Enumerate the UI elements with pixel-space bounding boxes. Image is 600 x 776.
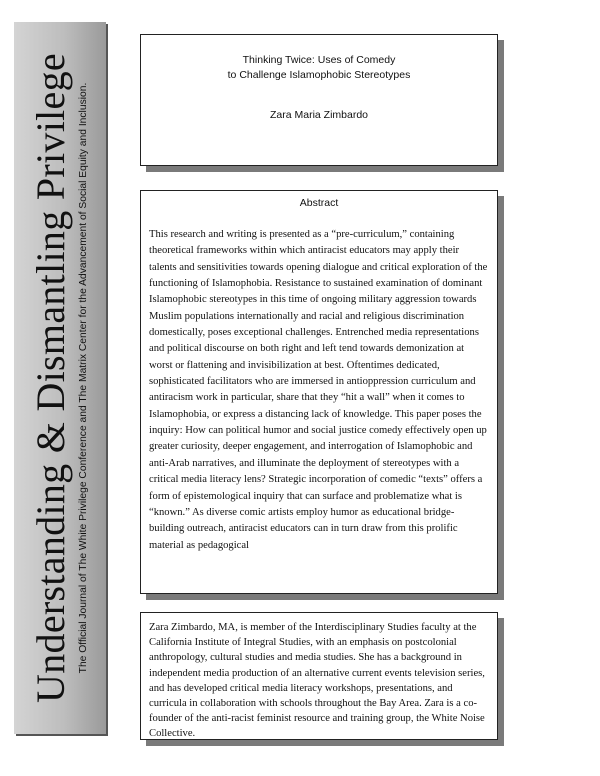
paper-title-line2: to Challenge Islamophobic Stereotypes bbox=[227, 69, 411, 81]
paper-title bbox=[141, 53, 497, 83]
paper-author: Zara Maria Zimbardo bbox=[269, 109, 369, 121]
title-box bbox=[140, 34, 498, 166]
journal-title: Understanding & Dismantling Privilege bbox=[28, 53, 73, 703]
abstract-box bbox=[140, 190, 498, 594]
abstract-heading: Abstract bbox=[299, 197, 339, 209]
author-bio-text: Zara Zimbardo, MA, is member of the Interdisciplinary Studies faculty at the California Institute of Integral Studies, with an emphasis on postcolonial anthropology, cultural studies and media studies. She has a background in independent media production of an alternative current events television series, and has developed critical media literacy workshops, presentations, and curricula in collaboration with schools throughout the Bay Area. Zara is a co-founder of the anti-racist feminist resource and training group, the White Noise Collective. bbox=[149, 622, 485, 740]
journal-spine bbox=[14, 22, 106, 734]
abstract-text: This research and writing is presented as a “pre-curriculum,” containing theoretical frameworks within which antiracist educators may apply their talents and sensitivities towards opening dialogue and critical exploration of the functioning of Islamophobia. Resistance to sustained examination of dominant Islamophobic stereotypes in this time of ongoing military aggression towards Muslim populations internationally and racial and religious discrimination domestically, poses exceptional challenges. Entrenched media representations and political discourse on both right and left tend towards demonization at worst or flattening and invisibilization at best. Oftentimes dedicated, sophisticated facilitators who are immersed in antioppression curriculum and antiracism work in particular, share that they “hit a wall” when it comes to Islamophobia, or express a distancing lack of knowledge. This paper poses the inquiry: How can political humor and social justice comedy effectively open up greater curiosity, deeper engagement, and interrogation of Islamophobic and anti-Arab narratives, and illuminate the deployment of stereotypes with a critical media literacy lens? Strategic incorporation of comedic “texts” offers a form of epistemological inquiry that can surface and problematize what is “known.” As diverse comic artists employ humor as educational bridge-building outreach, antiracist educators can in turn draw from this prolific material as pedagogical bbox=[149, 229, 488, 551]
journal-subtitle: The Official Journal of The White Privilege Conference and The Matrix Center for the Advancement of Social Equity and Inclusion. bbox=[78, 82, 89, 674]
author-bio-box bbox=[140, 612, 498, 740]
paper-title-line1: Thinking Twice: Uses of Comedy bbox=[242, 54, 396, 66]
spine-text-group bbox=[14, 22, 106, 734]
